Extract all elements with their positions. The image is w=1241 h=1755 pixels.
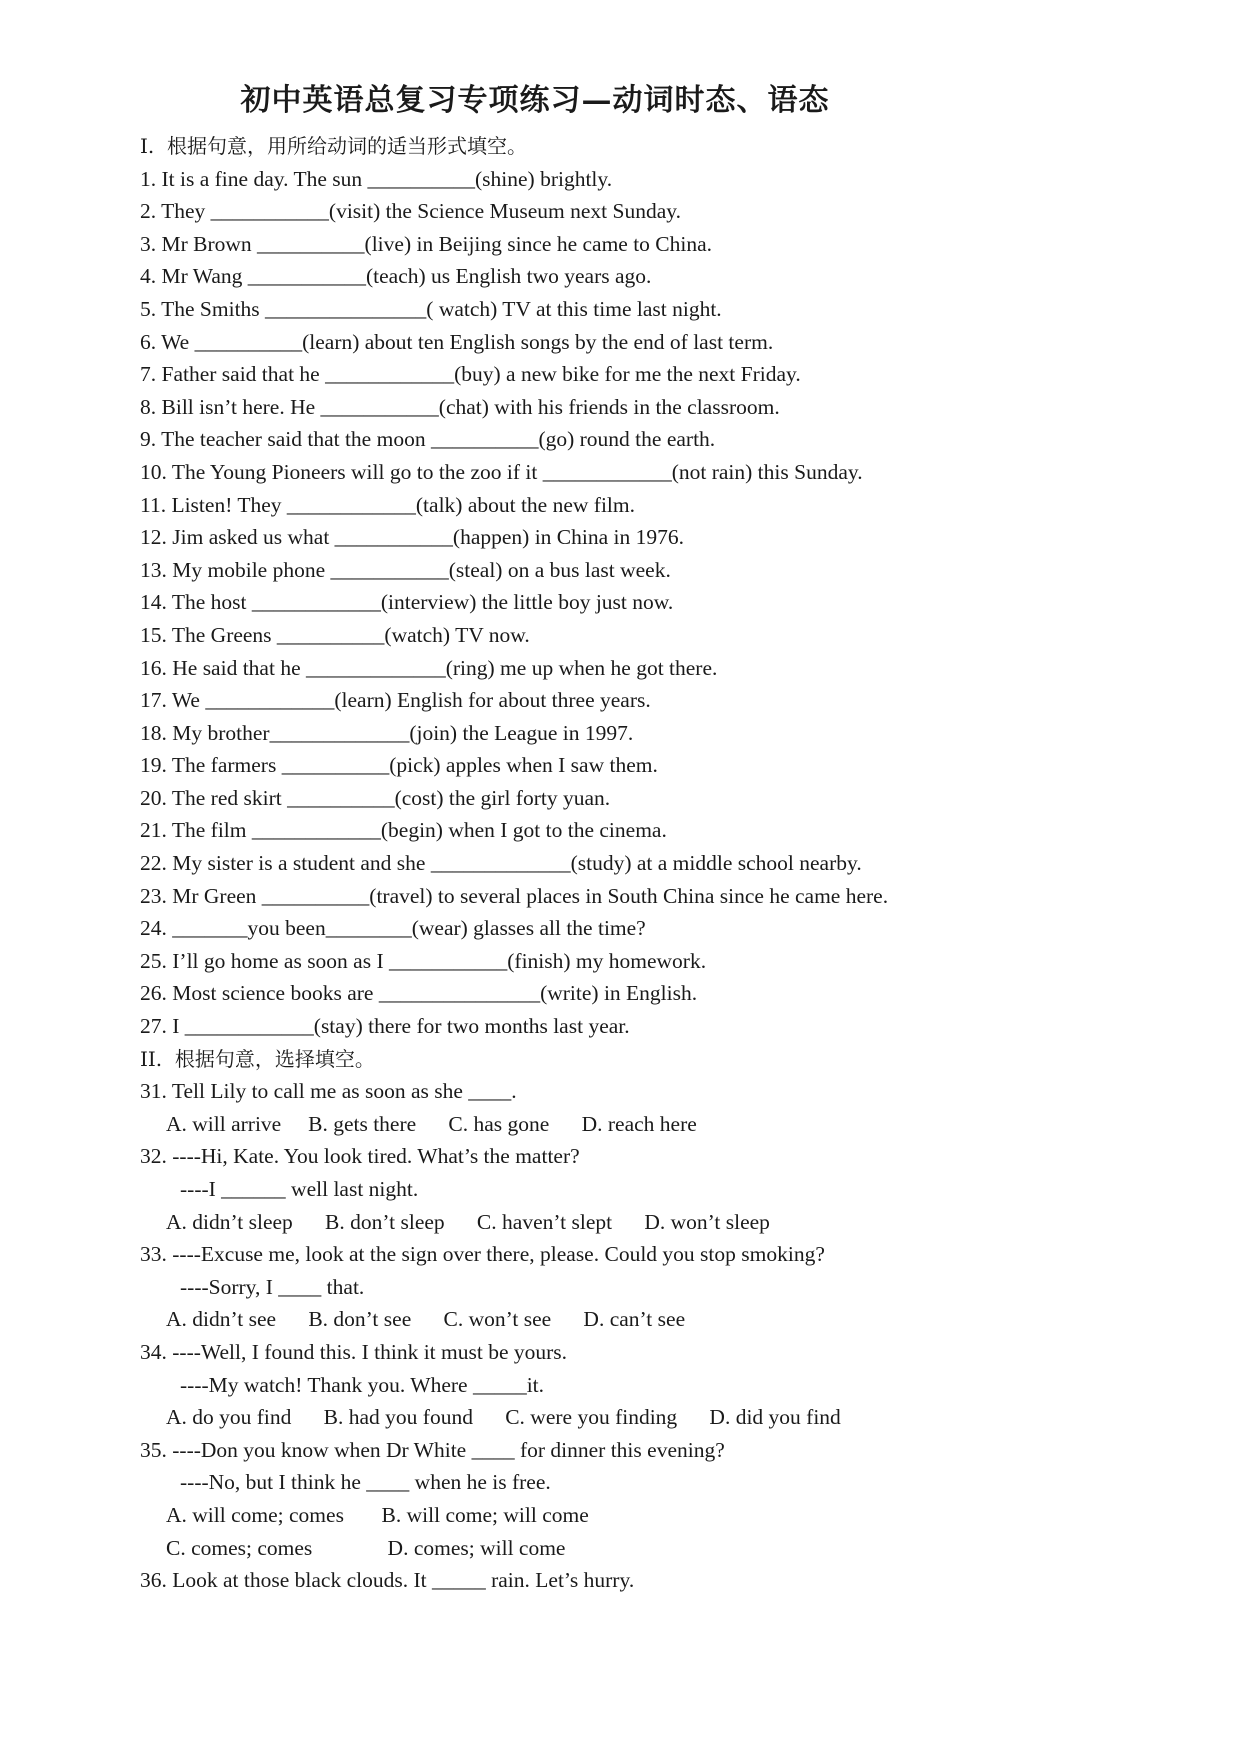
- dialogue-line: ----My watch! Thank you. Where _____it.: [180, 1372, 545, 1397]
- exercise-item: 10. The Young Pioneers will go to the zoo if it ____________(not rain) this Sunday.: [140, 459, 863, 484]
- exercise-item: 16. He said that he _____________(ring) me up when he got there.: [140, 655, 718, 680]
- exercise-item: 14. The host ____________(interview) the little boy just now.: [140, 590, 674, 615]
- exercise-item: 4. Mr Wang ___________(teach) us English two years ago.: [140, 264, 652, 289]
- exercise-item: 8. Bill isn’t here. He ___________(chat) with his friends in the classroom.: [140, 394, 780, 419]
- exercise-item: 26. Most science books are _______________(write) in English.: [140, 981, 698, 1006]
- section2-heading: II. 根据句意，选择填空。: [140, 1046, 375, 1071]
- exercise-item: 2. They ___________(visit) the Science Museum next Sunday.: [140, 199, 682, 224]
- question-item: 32. ----Hi, Kate. You look tired. What’s the matter?: [140, 1144, 580, 1169]
- exercise-item: 15. The Greens __________(watch) TV now.: [140, 622, 530, 647]
- dialogue-line: ----Sorry, I ____ that.: [180, 1274, 365, 1299]
- section2-list: [140, 1075, 1140, 1597]
- exercise-item: 3. Mr Brown __________(live) in Beijing since he came to China.: [140, 231, 713, 256]
- choice-options: C. comes; comes D. comes; will come: [166, 1535, 566, 1560]
- choice-options: A. do you find B. had you found C. were you finding D. did you find: [166, 1405, 841, 1430]
- section1-heading: I. 根据句意，用所给动词的适当形式填空。: [140, 134, 527, 158]
- choice-options: A. will come; comes B. will come; will come: [166, 1502, 589, 1527]
- exercise-item: 6. We __________(learn) about ten English songs by the end of last term.: [140, 329, 774, 354]
- exercise-item: 17. We ____________(learn) English for about three years.: [140, 688, 651, 713]
- exercise-item: 11. Listen! They ____________(talk) about the new film.: [140, 492, 636, 517]
- question-item: 31. Tell Lily to call me as soon as she ____.: [140, 1079, 517, 1104]
- exercise-item: 7. Father said that he ____________(buy) a new bike for me the next Friday.: [140, 362, 801, 387]
- exercise-item: 21. The film ____________(begin) when I got to the cinema.: [140, 818, 667, 843]
- exercise-item: 22. My sister is a student and she _____________(study) at a middle school nearby.: [140, 851, 862, 876]
- choice-options: A. will arrive B. gets there C. has gone D. reach here: [166, 1111, 697, 1136]
- question-item: 35. ----Don you know when Dr White ____ for dinner this evening?: [140, 1437, 725, 1462]
- exercise-item: 9. The teacher said that the moon __________(go) round the earth.: [140, 427, 716, 452]
- exercise-item: 25. I’ll go home as soon as I ___________(finish) my homework.: [140, 948, 707, 973]
- question-item: 36. Look at those black clouds. It _____ rain. Let’s hurry.: [140, 1568, 635, 1593]
- exercise-item: 20. The red skirt __________(cost) the girl forty yuan.: [140, 785, 611, 810]
- dialogue-line: ----I ______ well last night.: [180, 1177, 419, 1201]
- exercise-item: 13. My mobile phone ___________(steal) on a bus last week.: [140, 557, 671, 582]
- exercise-item: 12. Jim asked us what ___________(happen) in China in 1976.: [140, 525, 685, 550]
- exercise-item: 1. It is a fine day. The sun __________(shine) brightly.: [140, 166, 613, 191]
- choice-options: A. didn’t sleep B. don’t sleep C. haven’t slept D. won’t sleep: [166, 1209, 770, 1234]
- exercise-item: 18. My brother_____________(join) the League in 1997.: [140, 720, 634, 745]
- exercise-item: 5. The Smiths _______________( watch) TV at this time last night.: [140, 296, 722, 321]
- dialogue-line: ----No, but I think he ____ when he is free.: [180, 1470, 551, 1495]
- question-item: 33. ----Excuse me, look at the sign over there, please. Could you stop smoking?: [140, 1242, 825, 1267]
- exercise-item: 23. Mr Green __________(travel) to several places in South China since he came here.: [140, 883, 889, 908]
- question-item: 34. ----Well, I found this. I think it must be yours.: [140, 1339, 568, 1364]
- section1-list: [140, 163, 1140, 1043]
- exercise-item: 19. The farmers __________(pick) apples when I saw them.: [140, 753, 658, 778]
- choice-options: A. didn’t see B. don’t see C. won’t see D. can’t see: [166, 1307, 686, 1332]
- page-title: 初中英语总复习专项练习—动词时态、语态: [240, 83, 830, 118]
- exercise-item: 24. _______you been________(wear) glasses all the time?: [140, 916, 646, 941]
- exercise-item: 27. I ____________(stay) there for two months last year.: [140, 1014, 630, 1039]
- worksheet-content: [140, 130, 1140, 1597]
